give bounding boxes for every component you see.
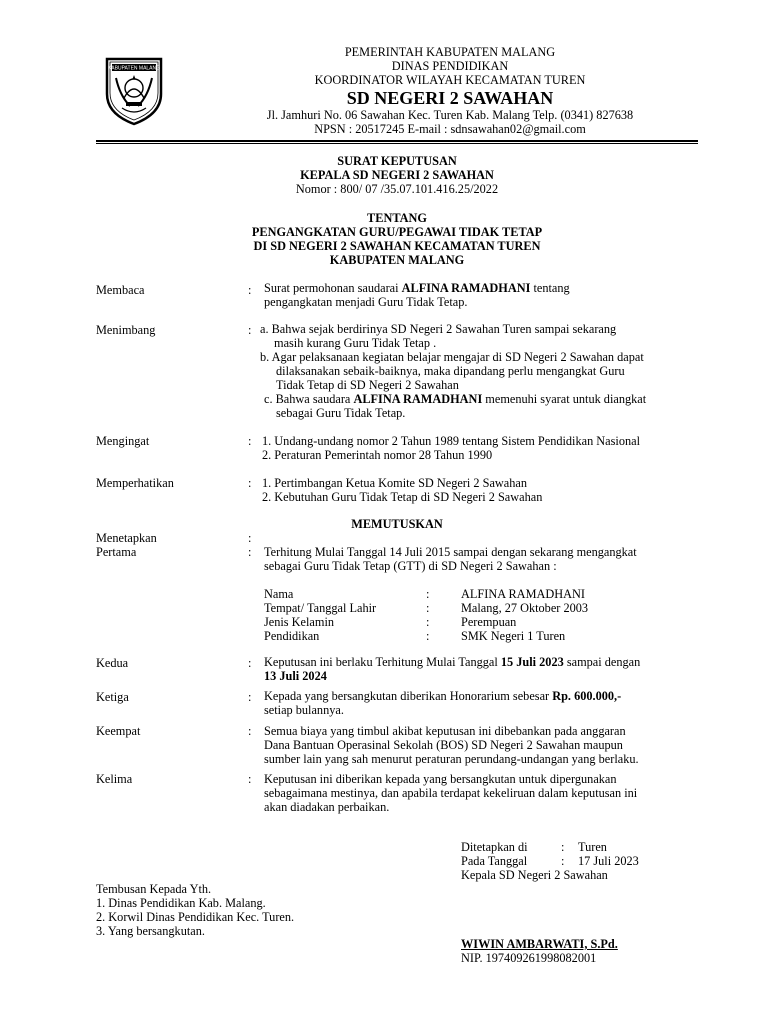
letterhead-school-name: SD NEGERI 2 SAWAHAN <box>346 88 554 108</box>
colon: : <box>561 854 565 868</box>
cc-title: Tembusan Kepada Yth. <box>96 882 212 896</box>
identity-key: Jenis Kelamin <box>264 615 335 629</box>
section-label-memperhatikan: Memperhatikan <box>96 476 174 490</box>
section-label-mengingat: Mengingat <box>96 434 150 448</box>
section-label-menimbang: Menimbang <box>96 323 156 337</box>
signatory-nip: NIP. 197409261998082001 <box>461 951 597 965</box>
menimbang-c-line1 <box>264 392 646 406</box>
section-label-kelima: Kelima <box>96 772 133 786</box>
signature-place-label: Ditetapkan di <box>461 840 528 854</box>
section-label-menetapkan: Menetapkan <box>96 531 157 545</box>
keempat-line1: Semua biaya yang timbul akibat keputusan ini dibebankan pada anggaran <box>264 724 626 738</box>
cc-item: 2. Korwil Dinas Pendidikan Kec. Turen. <box>96 910 295 924</box>
colon: : <box>248 434 252 448</box>
colon: : <box>426 601 430 615</box>
decree-subject-line1: PENGANGKATAN GURU/PEGAWAI TIDAK TETAP <box>251 225 543 239</box>
colon: : <box>426 615 430 629</box>
letterhead-rule-thin <box>96 143 698 144</box>
identity-key: Tempat/ Tanggal Lahir <box>264 601 377 615</box>
colon: : <box>248 283 252 297</box>
section-label-ketiga: Ketiga <box>96 690 129 704</box>
section-label-membaca: Membaca <box>96 283 145 297</box>
signature-place: Turen <box>578 840 607 854</box>
signature-role: Kepala SD Negeri 2 Sawahan <box>461 868 608 882</box>
mengingat-item2: 2. Peraturan Pemerintah nomor 28 Tahun 1990 <box>262 448 493 462</box>
start-date: 15 Juli 2023 <box>500 655 564 669</box>
colon: : <box>426 587 430 601</box>
honorarium-amount: Rp. 600.000,- <box>552 689 622 703</box>
membaca-text: Surat permohonan saudarai <box>264 281 402 295</box>
logo-lettering: KABUPATEN MALANG <box>107 65 161 72</box>
memperhatikan-item2: 2. Kebutuhan Guru Tidak Tetap di SD Negeri 2 Sawahan <box>262 490 543 504</box>
pertama-line1: Terhitung Mulai Tanggal 14 Juli 2015 sampai dengan sekarang mengangkat <box>264 545 637 559</box>
end-date: 13 Juli 2024 <box>264 669 327 683</box>
menimbang-c-text: memenuhi syarat untuk diangkat <box>482 392 647 406</box>
menimbang-a-line1: a. Bahwa sejak berdirinya SD Negeri 2 Sawahan Turen sampai sekarang <box>260 322 617 336</box>
memutuskan-heading: MEMUTUSKAN <box>351 517 443 531</box>
colon: : <box>248 476 252 490</box>
kedua-text: sampai dengan <box>563 655 641 669</box>
decree-subject-line3: KABUPATEN MALANG <box>329 253 465 267</box>
colon: : <box>248 545 252 559</box>
colon: : <box>248 724 252 738</box>
colon: : <box>248 772 252 786</box>
applicant-name: ALFINA RAMADHANI <box>353 392 483 406</box>
identity-key: Pendidikan <box>264 629 320 643</box>
kedua-line1 <box>264 655 640 669</box>
decree-about: TENTANG <box>367 211 427 225</box>
letterhead-address: Jl. Jamhuri No. 06 Sawahan Kec. Turen Kab. Malang Telp. (0341) 827638 <box>266 108 634 122</box>
decree-title: SURAT KEPUTUSAN <box>337 154 457 168</box>
identity-value: Perempuan <box>461 615 517 629</box>
identity-value: SMK Negeri 1 Turen <box>461 629 566 643</box>
signature-date: 17 Juli 2023 <box>578 854 639 868</box>
menimbang-a-line2: masih kurang Guru Tidak Tetap . <box>274 336 437 350</box>
section-label-pertama: Pertama <box>96 545 137 559</box>
menimbang-b-line3: Tidak Tetap di SD Negeri 2 Sawahan <box>276 378 459 392</box>
membaca-line2: pengangkatan menjadi Guru Tidak Tetap. <box>264 295 468 309</box>
colon: : <box>248 323 252 337</box>
membaca-line1 <box>264 281 570 295</box>
ketiga-text: Kepada yang bersangkutan diberikan Honorarium sebesar <box>264 689 553 703</box>
colon: : <box>426 629 430 643</box>
letterhead-rule-thick <box>96 140 698 142</box>
keempat-line3: sumber lain yang sah menurut peraturan perundang-undangan yang berlaku. <box>264 752 639 766</box>
letterhead-npsn-email: NPSN : 20517245 E-mail : sdnsawahan02@gmail.com <box>314 122 586 136</box>
membaca-text: tentang <box>530 281 570 295</box>
kelima-line3: akan diadakan perbaikan. <box>264 800 390 814</box>
kelima-line2: sebagaimana mestinya, dan apabila terdapat kekeliruan dalam keputusan ini <box>264 786 638 800</box>
decree-issuer: KEPALA SD NEGERI 2 SAWAHAN <box>300 168 494 182</box>
kabupaten-malang-logo-icon <box>104 56 164 126</box>
keempat-line2: Dana Bantuan Operasinal Sekolah (BOS) SD Negeri 2 Sawahan maupun <box>264 738 623 752</box>
signature-date-label: Pada Tanggal <box>461 854 528 868</box>
signatory-name: WIWIN AMBARWATI, S.Pd. <box>461 937 618 951</box>
letterhead-coordinator: KOORDINATOR WILAYAH KECAMATAN TUREN <box>314 73 586 87</box>
identity-value: ALFINA RAMADHANI <box>461 587 585 601</box>
section-label-keempat: Keempat <box>96 724 141 738</box>
cc-item: 1. Dinas Pendidikan Kab. Malang. <box>96 896 266 910</box>
colon: : <box>561 840 565 854</box>
decree-number: Nomor : 800/ 07 /35.07.101.416.25/2022 <box>295 182 499 196</box>
kedua-text: Keputusan ini berlaku Terhitung Mulai Tanggal <box>264 655 501 669</box>
menimbang-b-line1: b. Agar pelaksanaan kegiatan belajar mengajar di SD Negeri 2 Sawahan dapat <box>260 350 644 364</box>
applicant-name: ALFINA RAMADHANI <box>401 281 531 295</box>
pertama-line2: sebagai Guru Tidak Tetap (GTT) di SD Negeri 2 Sawahan : <box>264 559 557 573</box>
ketiga-line1 <box>264 689 621 703</box>
section-label-kedua: Kedua <box>96 656 129 670</box>
colon: : <box>248 531 252 545</box>
letterhead-department: DINAS PENDIDIKAN <box>391 59 509 73</box>
cc-item: 3. Yang bersangkutan. <box>96 924 205 938</box>
identity-value: Malang, 27 Oktober 2003 <box>461 601 589 615</box>
mengingat-item1: 1. Undang-undang nomor 2 Tahun 1989 tentang Sistem Pendidikan Nasional <box>262 434 641 448</box>
kelima-line1: Keputusan ini diberikan kepada yang bersangkutan untuk dipergunakan <box>264 772 617 786</box>
identity-key: Nama <box>264 587 294 601</box>
ketiga-line2: setiap bulannya. <box>264 703 344 717</box>
menimbang-c-text: c. Bahwa saudara <box>264 392 354 406</box>
colon: : <box>248 690 252 704</box>
memperhatikan-item1: 1. Pertimbangan Ketua Komite SD Negeri 2 Sawahan <box>262 476 528 490</box>
letterhead-government: PEMERINTAH KABUPATEN MALANG <box>344 45 556 59</box>
colon: : <box>248 656 252 670</box>
menimbang-c-line2: sebagai Guru Tidak Tetap. <box>276 406 406 420</box>
decree-subject-line2: DI SD NEGERI 2 SAWAHAN KECAMATAN TUREN <box>253 239 541 253</box>
menimbang-b-line2: dilaksanakan sebaik-baiknya, maka dipandang perlu mengangkat Guru <box>276 364 625 378</box>
